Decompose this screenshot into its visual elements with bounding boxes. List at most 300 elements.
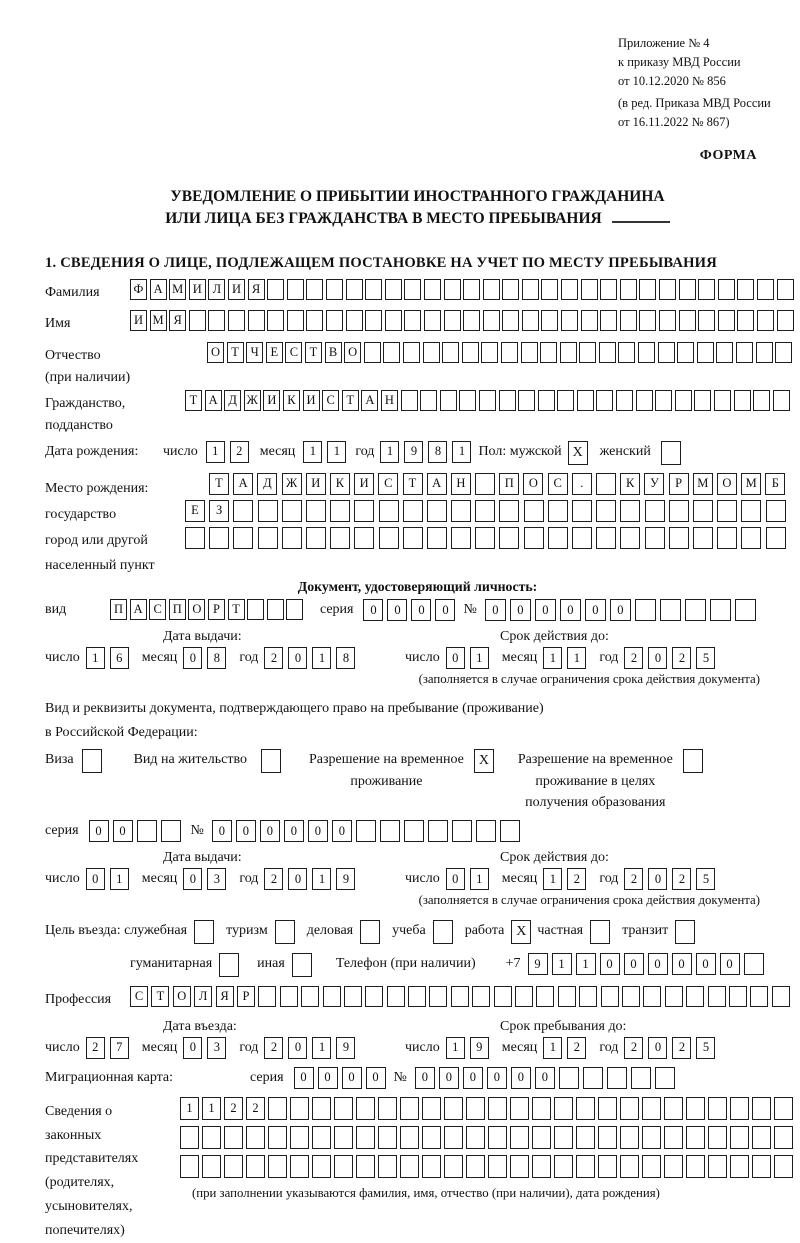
form-cell[interactable]: [753, 390, 770, 411]
visa-checkbox[interactable]: [82, 749, 102, 773]
passport-issue-year[interactable]: [264, 647, 360, 669]
form-cell[interactable]: [312, 1097, 331, 1120]
form-cell[interactable]: [737, 279, 754, 300]
form-cell[interactable]: 0: [89, 820, 109, 842]
form-cell[interactable]: 2: [224, 1097, 243, 1120]
form-cell[interactable]: [718, 279, 735, 300]
form-cell[interactable]: Т: [209, 473, 229, 495]
form-cell[interactable]: 1: [380, 441, 399, 463]
form-cell[interactable]: [515, 986, 533, 1007]
form-cell[interactable]: [693, 527, 713, 549]
form-cell[interactable]: [554, 1126, 573, 1149]
form-cell[interactable]: [502, 279, 519, 300]
form-cell[interactable]: [665, 986, 683, 1007]
form-cell[interactable]: [423, 342, 440, 363]
form-cell[interactable]: [444, 279, 461, 300]
form-cell[interactable]: [642, 1097, 661, 1120]
form-cell[interactable]: 1: [470, 868, 489, 890]
form-cell[interactable]: [522, 310, 539, 331]
form-cell[interactable]: [488, 1155, 507, 1178]
form-cell[interactable]: [677, 342, 694, 363]
form-cell[interactable]: 9: [470, 1037, 489, 1059]
form-cell[interactable]: [583, 1067, 603, 1089]
form-cell[interactable]: [427, 527, 447, 549]
form-cell[interactable]: [659, 310, 676, 331]
form-cell[interactable]: [698, 310, 715, 331]
entry-day[interactable]: [86, 1037, 134, 1059]
form-cell[interactable]: [483, 279, 500, 300]
form-cell[interactable]: 1: [110, 868, 129, 890]
form-cell[interactable]: [752, 1097, 771, 1120]
form-cell[interactable]: [679, 279, 696, 300]
form-cell[interactable]: 1: [180, 1097, 199, 1120]
form-cell[interactable]: 2: [264, 868, 283, 890]
form-cell[interactable]: [287, 279, 304, 300]
form-cell[interactable]: [422, 1097, 441, 1120]
form-cell[interactable]: [620, 1097, 639, 1120]
form-cell[interactable]: А: [205, 390, 222, 411]
form-cell[interactable]: [189, 310, 206, 331]
form-cell[interactable]: [741, 500, 761, 522]
form-cell[interactable]: [466, 1155, 485, 1178]
form-cell[interactable]: [380, 820, 400, 842]
form-cell[interactable]: 0: [672, 953, 692, 975]
form-cell[interactable]: [694, 390, 711, 411]
form-cell[interactable]: [427, 500, 447, 522]
form-cell[interactable]: 0: [487, 1067, 507, 1089]
form-cell[interactable]: [774, 1097, 793, 1120]
form-cell[interactable]: [510, 1126, 529, 1149]
form-cell[interactable]: [581, 310, 598, 331]
form-cell[interactable]: 2: [672, 1037, 691, 1059]
representatives-cells-row3[interactable]: [180, 1155, 796, 1178]
form-cell[interactable]: М: [169, 279, 186, 300]
form-cell[interactable]: [773, 390, 790, 411]
form-cell[interactable]: [620, 279, 637, 300]
form-cell[interactable]: 3: [207, 868, 226, 890]
form-cell[interactable]: [598, 1126, 617, 1149]
form-cell[interactable]: [620, 500, 640, 522]
form-cell[interactable]: [346, 279, 363, 300]
surname-cells[interactable]: [130, 279, 796, 300]
form-cell[interactable]: 5: [696, 868, 715, 890]
form-cell[interactable]: [620, 310, 637, 331]
form-cell[interactable]: [466, 1126, 485, 1149]
form-cell[interactable]: Н: [381, 390, 398, 411]
form-cell[interactable]: [620, 527, 640, 549]
doc-kind-cells[interactable]: [110, 599, 306, 620]
form-cell[interactable]: 0: [696, 953, 716, 975]
form-cell[interactable]: [246, 1126, 265, 1149]
form-cell[interactable]: 2: [264, 647, 283, 669]
form-cell[interactable]: [750, 986, 768, 1007]
form-cell[interactable]: [408, 986, 426, 1007]
form-cell[interactable]: [463, 279, 480, 300]
form-cell[interactable]: [462, 342, 479, 363]
form-cell[interactable]: [766, 527, 786, 549]
form-cell[interactable]: Б: [765, 473, 785, 495]
form-cell[interactable]: И: [306, 473, 326, 495]
form-cell[interactable]: 9: [528, 953, 548, 975]
form-cell[interactable]: [577, 390, 594, 411]
form-cell[interactable]: И: [263, 390, 280, 411]
form-cell[interactable]: [664, 1097, 683, 1120]
form-cell[interactable]: 0: [648, 647, 667, 669]
form-cell[interactable]: Ж: [282, 473, 302, 495]
form-cell[interactable]: [459, 390, 476, 411]
form-cell[interactable]: О: [173, 986, 191, 1007]
form-cell[interactable]: [161, 820, 181, 842]
form-cell[interactable]: [451, 500, 471, 522]
form-cell[interactable]: 0: [86, 868, 105, 890]
patronymic-cells[interactable]: [207, 342, 795, 363]
form-cell[interactable]: 0: [485, 599, 506, 621]
form-cell[interactable]: [631, 1067, 651, 1089]
form-cell[interactable]: [185, 527, 205, 549]
form-cell[interactable]: [638, 342, 655, 363]
form-cell[interactable]: [483, 310, 500, 331]
birth-month-cells[interactable]: [303, 441, 351, 463]
form-cell[interactable]: [772, 986, 790, 1007]
form-cell[interactable]: [290, 1126, 309, 1149]
form-cell[interactable]: Л: [208, 279, 225, 300]
form-cell[interactable]: [444, 1155, 463, 1178]
form-cell[interactable]: 0: [439, 1067, 459, 1089]
form-cell[interactable]: [365, 310, 382, 331]
form-cell[interactable]: 1: [576, 953, 596, 975]
form-cell[interactable]: [757, 310, 774, 331]
form-cell[interactable]: [710, 599, 731, 621]
form-cell[interactable]: [579, 986, 597, 1007]
form-cell[interactable]: [387, 986, 405, 1007]
form-cell[interactable]: Л: [194, 986, 212, 1007]
form-cell[interactable]: Ф: [130, 279, 147, 300]
form-cell[interactable]: [639, 310, 656, 331]
form-cell[interactable]: 0: [720, 953, 740, 975]
form-cell[interactable]: [669, 500, 689, 522]
form-cell[interactable]: И: [354, 473, 374, 495]
form-cell[interactable]: 0: [624, 953, 644, 975]
form-cell[interactable]: 0: [284, 820, 304, 842]
birthplace-cells-row2[interactable]: [185, 500, 790, 522]
form-cell[interactable]: [501, 342, 518, 363]
form-cell[interactable]: [400, 1126, 419, 1149]
form-cell[interactable]: 1: [312, 647, 331, 669]
form-cell[interactable]: [499, 390, 516, 411]
purpose-official-checkbox[interactable]: [194, 920, 214, 944]
form-cell[interactable]: [385, 279, 402, 300]
form-cell[interactable]: 0: [363, 599, 383, 621]
form-cell[interactable]: [451, 986, 469, 1007]
form-cell[interactable]: [180, 1155, 199, 1178]
form-cell[interactable]: [326, 310, 343, 331]
form-cell[interactable]: Ж: [244, 390, 261, 411]
form-cell[interactable]: А: [150, 279, 167, 300]
form-cell[interactable]: [642, 1155, 661, 1178]
form-cell[interactable]: [330, 500, 350, 522]
form-cell[interactable]: [730, 1126, 749, 1149]
form-cell[interactable]: 0: [342, 1067, 362, 1089]
form-cell[interactable]: Е: [266, 342, 283, 363]
form-cell[interactable]: [502, 310, 519, 331]
entry-month[interactable]: [183, 1037, 231, 1059]
sex-male-checkbox[interactable]: X: [568, 441, 588, 465]
citizenship-cells[interactable]: [185, 390, 792, 411]
form-cell[interactable]: 1: [86, 647, 105, 669]
form-cell[interactable]: [247, 599, 264, 620]
permit-valid-year[interactable]: [624, 868, 720, 890]
form-cell[interactable]: [420, 390, 437, 411]
form-cell[interactable]: [730, 1097, 749, 1120]
form-cell[interactable]: [424, 279, 441, 300]
form-cell[interactable]: [522, 279, 539, 300]
form-cell[interactable]: [744, 953, 764, 975]
form-cell[interactable]: [607, 1067, 627, 1089]
form-cell[interactable]: 0: [585, 599, 606, 621]
form-cell[interactable]: [137, 820, 157, 842]
form-cell[interactable]: 2: [567, 868, 586, 890]
form-cell[interactable]: И: [130, 310, 147, 331]
form-cell[interactable]: 0: [560, 599, 581, 621]
form-cell[interactable]: [729, 986, 747, 1007]
form-cell[interactable]: [403, 500, 423, 522]
form-cell[interactable]: [444, 1126, 463, 1149]
form-cell[interactable]: [752, 1155, 771, 1178]
form-cell[interactable]: [616, 390, 633, 411]
form-cell[interactable]: [330, 527, 350, 549]
form-cell[interactable]: .: [572, 473, 592, 495]
form-cell[interactable]: Н: [451, 473, 471, 495]
form-cell[interactable]: [620, 1155, 639, 1178]
form-cell[interactable]: 0: [236, 820, 256, 842]
permit-valid-month[interactable]: [543, 868, 591, 890]
name-cells[interactable]: [130, 310, 796, 331]
form-cell[interactable]: [601, 986, 619, 1007]
form-cell[interactable]: 0: [212, 820, 232, 842]
form-cell[interactable]: [258, 986, 276, 1007]
form-cell[interactable]: [736, 342, 753, 363]
form-cell[interactable]: О: [523, 473, 543, 495]
form-cell[interactable]: З: [209, 500, 229, 522]
form-cell[interactable]: [385, 310, 402, 331]
form-cell[interactable]: [268, 1097, 287, 1120]
form-cell[interactable]: [444, 1097, 463, 1120]
form-cell[interactable]: [774, 1155, 793, 1178]
form-cell[interactable]: 2: [624, 647, 643, 669]
form-cell[interactable]: 1: [312, 1037, 331, 1059]
form-cell[interactable]: [422, 1155, 441, 1178]
form-cell[interactable]: [756, 342, 773, 363]
form-cell[interactable]: [440, 390, 457, 411]
form-cell[interactable]: [521, 342, 538, 363]
form-cell[interactable]: [209, 527, 229, 549]
form-cell[interactable]: [557, 390, 574, 411]
form-cell[interactable]: [282, 527, 302, 549]
form-cell[interactable]: 9: [336, 868, 355, 890]
form-cell[interactable]: [698, 279, 715, 300]
form-cell[interactable]: [306, 500, 326, 522]
form-cell[interactable]: А: [427, 473, 447, 495]
form-cell[interactable]: [403, 527, 423, 549]
form-cell[interactable]: [554, 1155, 573, 1178]
form-cell[interactable]: 0: [446, 868, 465, 890]
form-cell[interactable]: [378, 1126, 397, 1149]
form-cell[interactable]: [268, 1155, 287, 1178]
form-cell[interactable]: 1: [206, 441, 225, 463]
temp-permit-checkbox[interactable]: X: [474, 749, 494, 773]
form-cell[interactable]: [379, 527, 399, 549]
form-cell[interactable]: О: [344, 342, 361, 363]
form-cell[interactable]: К: [620, 473, 640, 495]
form-cell[interactable]: К: [330, 473, 350, 495]
form-cell[interactable]: В: [325, 342, 342, 363]
form-cell[interactable]: О: [717, 473, 737, 495]
passport-issue-day[interactable]: [86, 647, 134, 669]
form-cell[interactable]: [258, 527, 278, 549]
passport-issue-month[interactable]: [183, 647, 231, 669]
form-cell[interactable]: А: [361, 390, 378, 411]
form-cell[interactable]: 2: [624, 868, 643, 890]
form-cell[interactable]: [246, 1155, 265, 1178]
form-cell[interactable]: [306, 279, 323, 300]
form-cell[interactable]: [267, 310, 284, 331]
form-cell[interactable]: [378, 1097, 397, 1120]
form-cell[interactable]: 0: [446, 647, 465, 669]
form-cell[interactable]: М: [741, 473, 761, 495]
form-cell[interactable]: 6: [110, 647, 129, 669]
form-cell[interactable]: [326, 279, 343, 300]
form-cell[interactable]: [548, 527, 568, 549]
form-cell[interactable]: [775, 342, 792, 363]
form-cell[interactable]: [323, 986, 341, 1007]
purpose-humanitarian-checkbox[interactable]: [219, 953, 239, 977]
form-cell[interactable]: 2: [672, 868, 691, 890]
form-cell[interactable]: [365, 279, 382, 300]
form-cell[interactable]: [224, 1155, 243, 1178]
migration-number-cells[interactable]: [415, 1067, 679, 1089]
form-cell[interactable]: [233, 527, 253, 549]
form-cell[interactable]: 0: [648, 953, 668, 975]
form-cell[interactable]: [708, 1155, 727, 1178]
birthplace-cells-row1[interactable]: [209, 473, 790, 495]
representatives-cells-row2[interactable]: [180, 1126, 796, 1149]
form-cell[interactable]: 0: [435, 599, 455, 621]
form-cell[interactable]: 0: [183, 647, 202, 669]
form-cell[interactable]: 0: [366, 1067, 386, 1089]
form-cell[interactable]: [708, 986, 726, 1007]
form-cell[interactable]: 0: [113, 820, 133, 842]
form-cell[interactable]: 0: [648, 1037, 667, 1059]
form-cell[interactable]: [378, 1155, 397, 1178]
form-cell[interactable]: [598, 1097, 617, 1120]
form-cell[interactable]: 0: [600, 953, 620, 975]
form-cell[interactable]: [476, 820, 496, 842]
form-cell[interactable]: 0: [510, 599, 531, 621]
form-cell[interactable]: [717, 527, 737, 549]
form-cell[interactable]: [488, 1097, 507, 1120]
form-cell[interactable]: [356, 1126, 375, 1149]
form-cell[interactable]: 1: [543, 647, 562, 669]
form-cell[interactable]: Р: [669, 473, 689, 495]
form-cell[interactable]: [618, 342, 635, 363]
form-cell[interactable]: С: [548, 473, 568, 495]
phone-cells[interactable]: [528, 953, 768, 975]
form-cell[interactable]: [717, 500, 737, 522]
form-cell[interactable]: [669, 527, 689, 549]
form-cell[interactable]: 2: [86, 1037, 105, 1059]
form-cell[interactable]: [659, 279, 676, 300]
form-cell[interactable]: 3: [207, 1037, 226, 1059]
form-cell[interactable]: [599, 342, 616, 363]
form-cell[interactable]: [600, 279, 617, 300]
form-cell[interactable]: Т: [228, 599, 245, 620]
form-cell[interactable]: [554, 1097, 573, 1120]
form-cell[interactable]: 0: [535, 1067, 555, 1089]
form-cell[interactable]: [334, 1155, 353, 1178]
form-cell[interactable]: 1: [327, 441, 346, 463]
form-cell[interactable]: 2: [567, 1037, 586, 1059]
form-cell[interactable]: О: [188, 599, 205, 620]
form-cell[interactable]: [576, 1126, 595, 1149]
form-cell[interactable]: [429, 986, 447, 1007]
form-cell[interactable]: 0: [535, 599, 556, 621]
form-cell[interactable]: [686, 1155, 705, 1178]
form-cell[interactable]: [596, 500, 616, 522]
purpose-private-checkbox[interactable]: [590, 920, 610, 944]
form-cell[interactable]: [655, 1067, 675, 1089]
form-cell[interactable]: Я: [169, 310, 186, 331]
form-cell[interactable]: 7: [110, 1037, 129, 1059]
form-cell[interactable]: 0: [648, 868, 667, 890]
form-cell[interactable]: Т: [305, 342, 322, 363]
form-cell[interactable]: Д: [224, 390, 241, 411]
purpose-work-checkbox[interactable]: X: [511, 920, 531, 944]
passport-valid-month[interactable]: [543, 647, 591, 669]
form-cell[interactable]: [518, 390, 535, 411]
residence-permit-checkbox[interactable]: [261, 749, 281, 773]
form-cell[interactable]: У: [644, 473, 664, 495]
form-cell[interactable]: [741, 527, 761, 549]
form-cell[interactable]: [383, 342, 400, 363]
form-cell[interactable]: [532, 1097, 551, 1120]
form-cell[interactable]: 0: [610, 599, 631, 621]
form-cell[interactable]: [777, 310, 794, 331]
form-cell[interactable]: 0: [183, 868, 202, 890]
form-cell[interactable]: Т: [185, 390, 202, 411]
form-cell[interactable]: [581, 279, 598, 300]
form-cell[interactable]: [208, 310, 225, 331]
form-cell[interactable]: [686, 986, 704, 1007]
permit-series-cells[interactable]: [89, 820, 185, 842]
form-cell[interactable]: [403, 342, 420, 363]
form-cell[interactable]: [660, 599, 681, 621]
form-cell[interactable]: [401, 390, 418, 411]
form-cell[interactable]: [536, 986, 554, 1007]
form-cell[interactable]: [282, 500, 302, 522]
form-cell[interactable]: С: [130, 986, 148, 1007]
form-cell[interactable]: [548, 500, 568, 522]
purpose-other-checkbox[interactable]: [292, 953, 312, 977]
birth-year-cells[interactable]: [380, 441, 476, 463]
form-cell[interactable]: [572, 527, 592, 549]
form-cell[interactable]: [718, 310, 735, 331]
form-cell[interactable]: К: [283, 390, 300, 411]
form-cell[interactable]: И: [303, 390, 320, 411]
form-cell[interactable]: [379, 500, 399, 522]
form-cell[interactable]: [576, 1155, 595, 1178]
form-cell[interactable]: 1: [312, 868, 331, 890]
form-cell[interactable]: [596, 527, 616, 549]
